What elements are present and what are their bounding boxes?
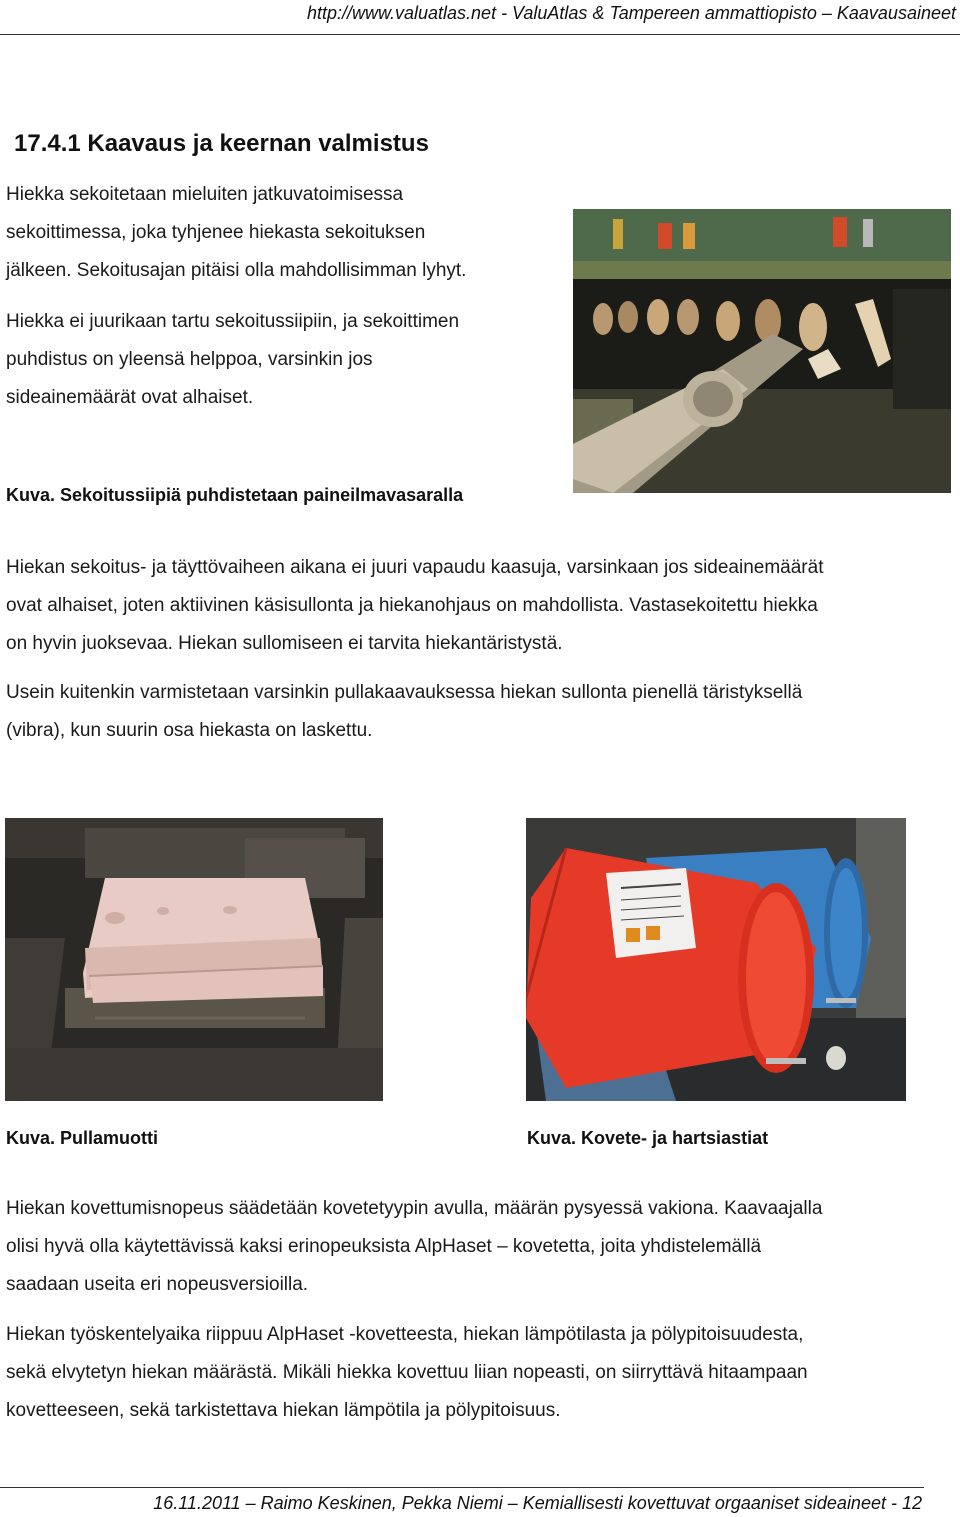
text-line: Hiekka ei juurikaan tartu sekoitussiipiin, ja sekoittimen [6, 311, 460, 332]
text-line: Hiekan sekoitus- ja täyttövaiheen aikana ei juuri vapaudu kaasuja, varsinkaan jos sideainemäärät [6, 557, 824, 578]
text-line: Usein kuitenkin varmistetaan varsinkin pullakaavauksessa hiekan sullonta pienellä täristyksellä [6, 682, 803, 703]
photo-caption-mold: Kuva. Pullamuotti [6, 1128, 159, 1148]
text-line: sideainemäärät ovat alhaiset. [6, 387, 254, 408]
text-line: puhdistus on yleensä helppoa, varsinkin jos [6, 349, 373, 370]
text-line: sekä elvytetyn hiekan määrästä. Mikäli hiekka kovettuu liian nopeasti, on siirryttävä hitaampaan [6, 1362, 808, 1383]
page-footer: 16.11.2011 – Raimo Keskinen, Pekka Niemi – Kemiallisesti kovettuvat orgaaniset sideaineet - 12 [153, 1493, 922, 1513]
text-line: Hiekka sekoitetaan mieluiten jatkuvatoimisessa [6, 184, 404, 205]
paragraph-3 [6, 549, 823, 663]
photo-caption-barrels: Kuva. Kovete- ja hartsiastiat [527, 1128, 769, 1148]
footer-divider [0, 1487, 924, 1488]
barrels-photo [526, 818, 906, 1101]
paragraph-6 [6, 1316, 808, 1430]
text-line: jälkeen. Sekoitusajan pitäisi olla mahdollisimman lyhyt. [6, 260, 467, 281]
paragraph-4 [6, 674, 802, 750]
text-line: kovetteeseen, sekä tarkistettava hiekan lämpötila ja pölypitoisuus. [6, 1400, 561, 1421]
mixer-blades-photo [573, 209, 951, 493]
intro-paragraph-1 [6, 176, 466, 290]
photo-caption-mixer: Kuva. Sekoitussiipiä puhdistetaan paineilmavasaralla [6, 485, 464, 505]
mold-photo [5, 818, 383, 1101]
paragraph-5 [6, 1190, 822, 1304]
text-line: on hyvin juoksevaa. Hiekan sullomiseen ei tarvita hiekantäristystä. [6, 633, 563, 654]
text-line: ovat alhaiset, joten aktiivinen käsisullonta ja hiekanohjaus on mahdollista. Vastasekoitettu hiekka [6, 595, 818, 616]
text-line: Hiekan työskentelyaika riippuu AlpHaset -kovetteesta, hiekan lämpötilasta ja pölypitoisuudesta, [6, 1324, 804, 1345]
section-title: 17.4.1 Kaavaus ja keernan valmistus [14, 130, 429, 157]
text-line: (vibra), kun suurin osa hiekasta on laskettu. [6, 720, 373, 741]
page-header [0, 0, 960, 35]
text-line: Hiekan kovettumisnopeus säädetään kovetetyypin avulla, määrän pysyessä vakiona. Kaavaajalla [6, 1198, 823, 1219]
header-text: http://www.valuatlas.net - ValuAtlas & Tampereen ammattiopisto – Kaavausaineet [306, 3, 956, 23]
text-line: olisi hyvä olla käytettävissä kaksi erinopeuksista AlpHaset – kovetetta, joita yhdistelemällä [6, 1236, 762, 1257]
text-line: saadaan useita eri nopeusversioilla. [6, 1274, 309, 1295]
intro-paragraph-2 [6, 303, 459, 417]
text-line: sekoittimessa, joka tyhjenee hiekasta sekoituksen [6, 222, 426, 243]
